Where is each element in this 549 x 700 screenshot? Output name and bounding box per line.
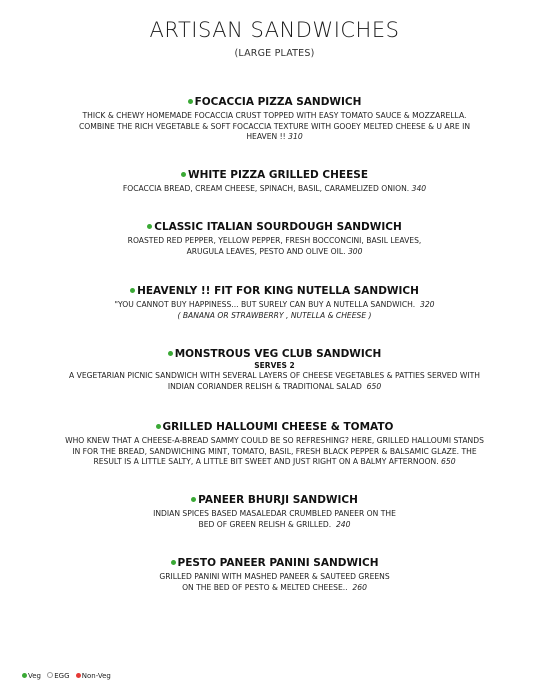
egg-dot-icon — [47, 672, 53, 678]
description-line: ROASTED RED PEPPER, YELLOW PEPPER, FRESH BOCCONCINI, BASIL LEAVES, — [127, 236, 422, 245]
menu-item-name — [30, 494, 519, 507]
menu-item-price: 310 — [288, 132, 303, 141]
menu-item-description — [30, 300, 519, 321]
veg-dot-icon — [147, 224, 152, 229]
menu-item-name-text: FOCACCIA PIZZA SANDWICH — [194, 96, 362, 108]
description-line: ON THE BED OF PESTO & MELTED CHEESE.. — [182, 582, 348, 592]
veg-dot-icon — [22, 673, 27, 678]
description-line-with-price — [30, 247, 519, 258]
menu-item-name-text: PANEER BHURJI SANDWICH — [198, 494, 358, 506]
description-line: INDIAN SPICES BASED MASALEDAR CRUMBLED PANEER ON THE — [153, 509, 396, 518]
menu-item-note: ( BANANA OR STRAWBERRY , NUTELLA & CHEESE ) — [177, 310, 372, 320]
menu-item — [30, 494, 519, 530]
menu-item — [30, 285, 519, 321]
menu-item-name-text: CLASSIC ITALIAN SOURDOUGH SANDWICH — [154, 221, 402, 233]
description-line: "YOU CANNOT BUY HAPPINESS... BUT SURELY CAN BUY A NUTELLA SANDWICH. — [114, 300, 416, 309]
description-line: A VEGETARIAN PICNIC SANDWICH WITH SEVERAL LAYERS OF CHEESE VEGETABLES & PATTIES SERVED WITH — [69, 371, 480, 380]
menu-item-description — [30, 572, 519, 593]
menu-item-name — [30, 96, 519, 109]
menu-item-description — [30, 509, 519, 530]
description-line: HEAVEN !! — [246, 132, 286, 141]
description-line: BED OF GREEN RELISH & GRILLED. — [198, 519, 332, 529]
description-line: FOCACCIA BREAD, CREAM CHEESE, SPINACH, BASIL, CARAMELIZED ONION. — [122, 184, 410, 193]
legend-veg — [22, 672, 41, 680]
description-line: ARUGULA LEAVES, PESTO AND OLIVE OIL. — [186, 246, 346, 256]
menu-item-price: 650 — [441, 457, 456, 466]
menu-item-name-text: MONSTROUS VEG CLUB SANDWICH — [174, 348, 382, 360]
menu-item-price: 240 — [335, 519, 351, 529]
menu-item — [30, 421, 519, 468]
menu-item-name-text: HEAVENLY !! FIT FOR KING NUTELLA SANDWICH — [137, 285, 419, 297]
menu-item-name-text: WHITE PIZZA GRILLED CHEESE — [188, 169, 368, 181]
description-line-with-price — [30, 184, 519, 195]
veg-dot-icon — [168, 351, 173, 356]
legend-non-veg-label: Non-Veg — [81, 672, 111, 680]
veg-dot-icon — [130, 288, 135, 293]
menu-item-price: 300 — [347, 246, 363, 256]
menu-item-name — [30, 348, 519, 361]
menu-item — [30, 96, 519, 143]
description-line: COMBINE THE RICH VEGETABLE & SOFT FOCACCIA TEXTURE WITH GOOEY MELTED CHEESE & U ARE IN — [79, 121, 470, 131]
menu-item-description — [30, 436, 519, 468]
menu-item-serves: SERVES 2 — [254, 361, 295, 370]
menu-item — [30, 557, 519, 593]
veg-dot-icon — [171, 560, 176, 565]
menu-item-name-text: PESTO PANEER PANINI SANDWICH — [177, 557, 379, 569]
veg-dot-icon — [188, 99, 193, 104]
non-veg-dot-icon — [76, 673, 81, 678]
menu-item-name — [30, 221, 519, 234]
page-title: ARTISAN SANDWICHES — [149, 18, 400, 42]
menu-item-name — [30, 421, 519, 434]
legend-veg-label: Veg — [28, 672, 41, 680]
description-line-with-price — [30, 382, 519, 393]
menu-item-price: 260 — [352, 582, 367, 592]
veg-dot-icon — [156, 424, 161, 429]
veg-dot-icon — [181, 172, 186, 177]
menu-item — [30, 169, 519, 195]
legend-egg-label: EGG — [54, 672, 70, 680]
description-line-with-price — [30, 583, 519, 594]
description-line-with-price — [30, 132, 519, 143]
menu-item-description — [30, 371, 519, 392]
menu-item-name — [30, 285, 519, 298]
description-line: RESULT IS A LITTLE SALTY, A LITTLE BIT SWEET AND JUST RIGHT ON A BALMY AFTERNOON. — [93, 457, 439, 466]
description-line: GRILLED PANINI WITH MASHED PANEER & SAUTEED GREENS — [159, 572, 390, 581]
menu-item-description — [30, 236, 519, 257]
veg-dot-icon — [191, 497, 196, 502]
legend-egg — [47, 672, 69, 680]
description-line-with-price — [30, 300, 519, 311]
menu-item-name-text: GRILLED HALLOUMI CHEESE & TOMATO — [162, 421, 394, 433]
menu-item-name — [30, 557, 519, 570]
menu-item-price: 340 — [411, 184, 427, 193]
menu-item-name — [30, 169, 519, 182]
legend-non-veg — [76, 672, 111, 680]
menu-item-description — [30, 111, 519, 143]
menu-item — [30, 221, 519, 257]
menu-item — [30, 348, 519, 392]
description-line: INDIAN CORIANDER RELISH & TRADITIONAL SALAD — [167, 381, 362, 391]
description-line: THICK & CHEWY HOMEMADE FOCACCIA CRUST TOPPED WITH EASY TOMATO SAUCE & MOZZARELLA. — [82, 111, 467, 120]
menu-item-price: 320 — [420, 300, 435, 309]
description-line: IN FOR THE BREAD, SANDWICHING MINT, TOMATO, BASIL, FRESH BLACK PEPPER & BALSAMIC GLAZE. THE — [72, 446, 477, 456]
menu-item-price: 650 — [366, 381, 382, 391]
menu-item-description — [30, 184, 519, 195]
description-line-with-price — [30, 457, 519, 468]
description-line: WHO KNEW THAT A CHEESE-A-BREAD SAMMY COULD BE SO REFRESHING? HERE, GRILLED HALLOUMI STANDS — [65, 436, 484, 445]
description-line-with-price — [30, 520, 519, 531]
diet-legend — [22, 672, 115, 680]
page-subtitle: (LARGE PLATES) — [234, 48, 315, 59]
